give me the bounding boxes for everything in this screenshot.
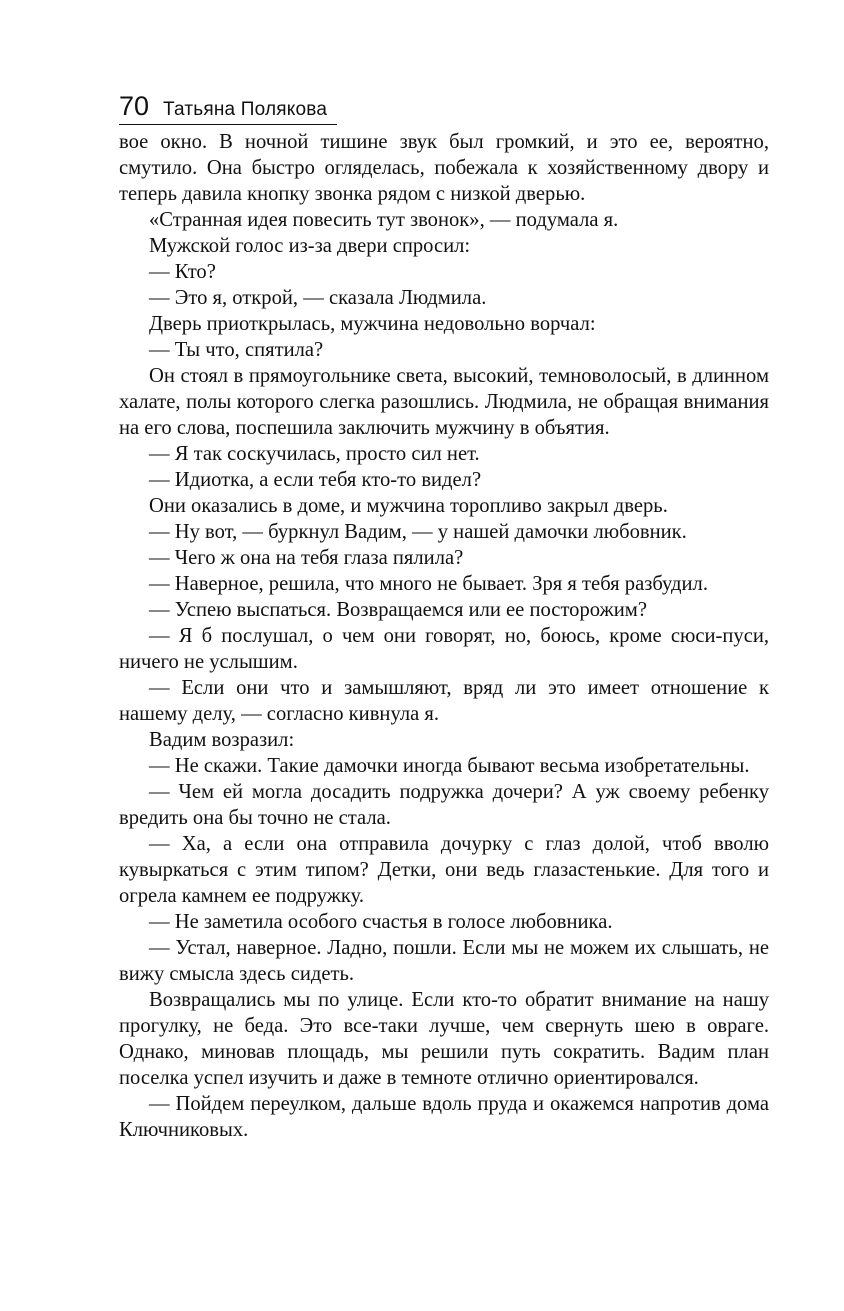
paragraph: Они оказались в доме, и мужчина торопливо закрыл дверь.: [149, 495, 668, 517]
paragraph: — Идиотка, а если тебя кто-то видел?: [149, 469, 482, 491]
paragraph: — Кто?: [149, 261, 216, 283]
paragraph: — Я б послушал, о чем они говорят, но, боюсь, кроме сюси-пуси, ничего не услышим.: [119, 625, 769, 673]
paragraph: — Ты что, спятила?: [149, 339, 324, 361]
paragraph: — Чем ей могла досадить подружка дочери? А уж своему ребенку вредить она бы точно не стала.: [119, 781, 769, 829]
paragraph: — Наверное, решила, что много не бывает. Зря я тебя разбудил.: [149, 573, 708, 595]
paragraph: Возвращались мы по улице. Если кто-то обратит внимание на нашу прогулку, не беда. Это все-таки лучше, чем свернуть шею в овраге. Однако, миновав площадь, мы решили путь сократить. Вадим план поселка успел изучить и даже в темноте отлично ориентировался.: [119, 989, 769, 1089]
author-name: Татьяна Полякова: [163, 99, 328, 120]
paragraph: — Чего ж она на тебя глаза пялила?: [149, 547, 464, 569]
paragraph: — Если они что и замышляют, вряд ли это имеет отношение к нашему делу, — согласно кивнула я.: [119, 677, 769, 725]
paragraph: — Успею выспаться. Возвращаемся или ее посторожим?: [149, 599, 647, 621]
book-page: [119, 88, 769, 1143]
paragraph: — Не скажи. Такие дамочки иногда бывают весьма изобретательны.: [149, 755, 750, 777]
paragraph: — Я так соскучилась, просто сил нет.: [149, 443, 480, 465]
running-header: [119, 88, 337, 125]
paragraph: — Устал, наверное. Ладно, пошли. Если мы не можем их слышать, не вижу смысла здесь сидеть.: [119, 937, 769, 985]
paragraph: «Странная идея повесить тут звонок», — подумала я.: [149, 209, 619, 231]
paragraph: — Это я, открой, — сказала Людмила.: [149, 287, 487, 309]
paragraph: Он стоял в прямоугольнике света, высокий, темноволосый, в длинном халате, полы которого слегка разошлись. Людмила, не обращая внимания на его слова, поспешила заключить мужчину в объятия.: [119, 365, 769, 439]
paragraph: Вадим возразил:: [149, 729, 295, 751]
paragraph: — Пойдем переулком, дальше вдоль пруда и окажемся напротив дома Ключниковых.: [119, 1093, 769, 1141]
paragraph: Дверь приоткрылась, мужчина недовольно ворчал:: [149, 313, 596, 335]
paragraph: Мужской голос из-за двери спросил:: [149, 235, 471, 257]
paragraph: — Не заметила особого счастья в голосе любовника.: [149, 911, 613, 933]
page-number: 70: [119, 91, 150, 121]
body-text: [119, 129, 769, 1143]
paragraph: — Ну вот, — буркнул Вадим, — у нашей дамочки любовник.: [149, 521, 687, 543]
paragraph: — Ха, а если она отправила дочурку с глаз долой, чтоб вволю кувыркаться с этим типом? Детки, они ведь глазастенькие. Для того и огрела камнем ее подружку.: [119, 833, 769, 907]
paragraph: вое окно. В ночной тишине звук был громкий, и это ее, вероятно, смутило. Она быстро огляделась, побежала к хозяйственному двору и теперь давила кнопку звонка рядом с низкой дверью.: [119, 131, 769, 205]
